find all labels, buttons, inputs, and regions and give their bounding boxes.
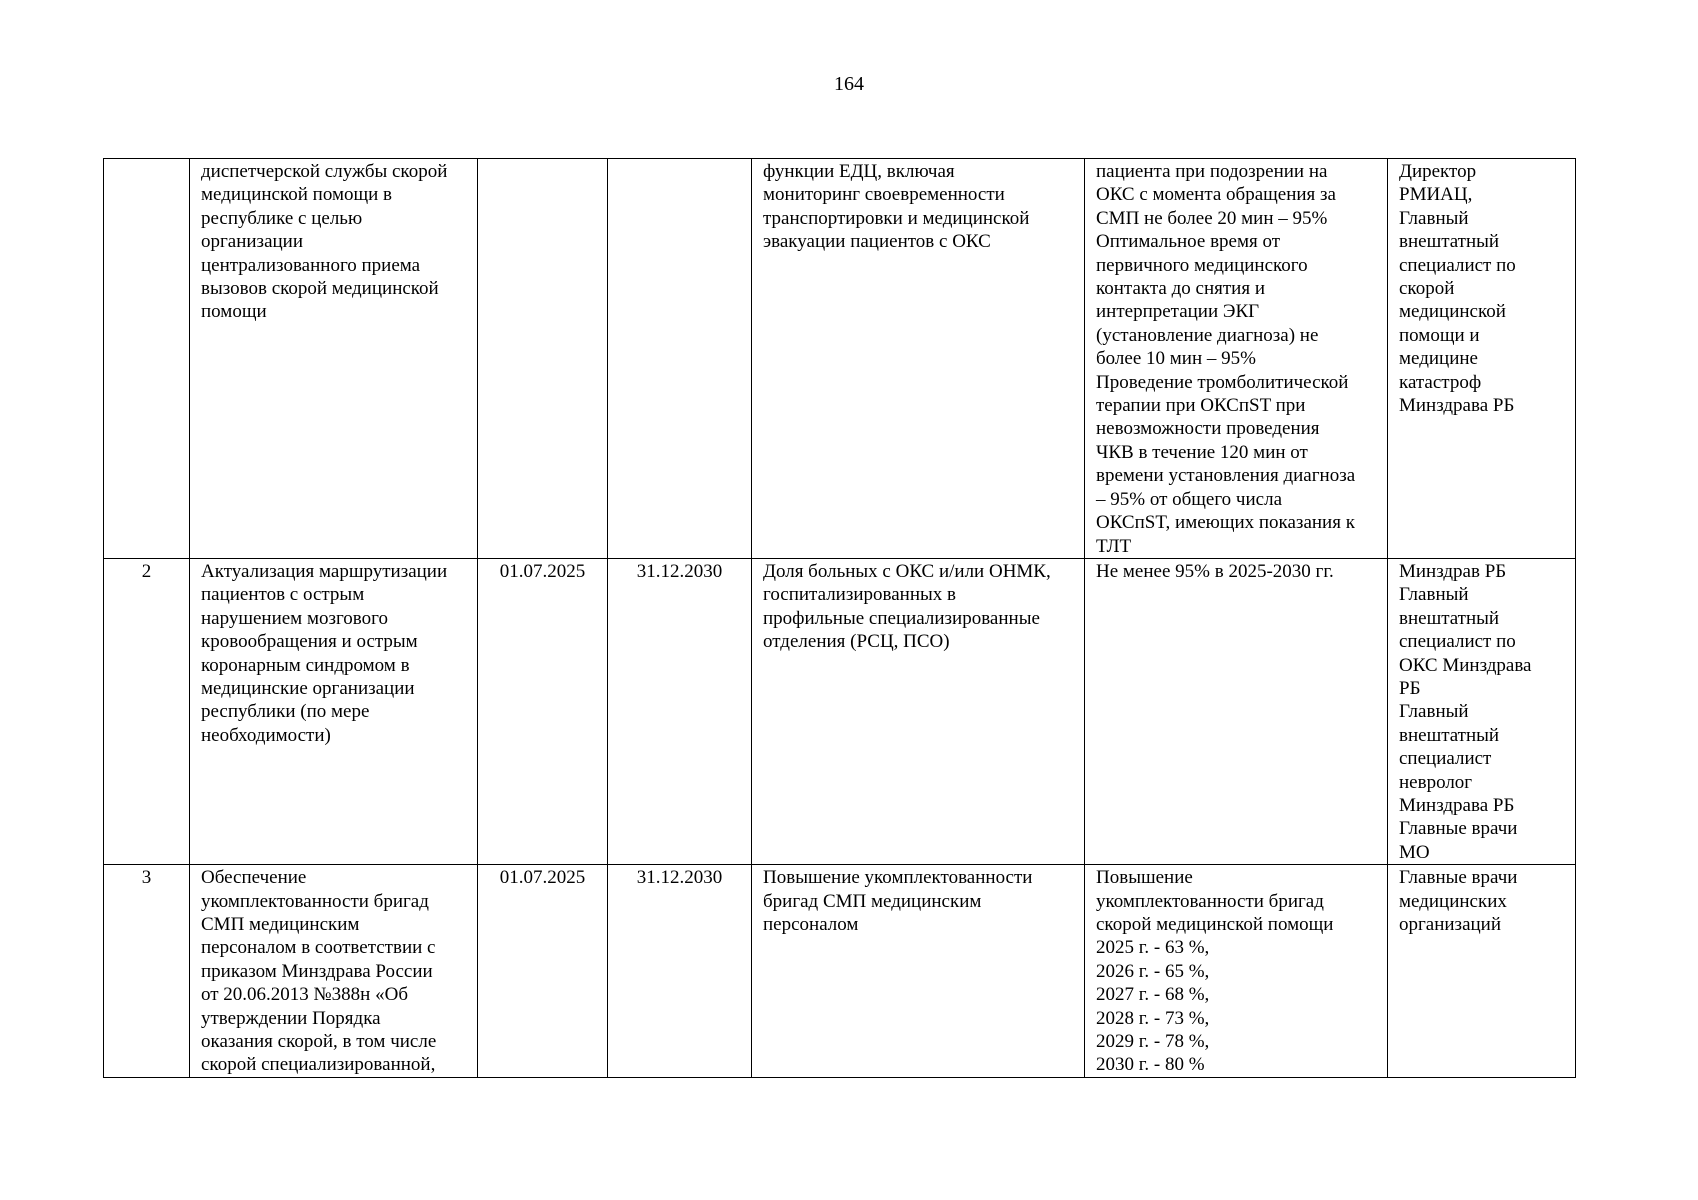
row-number: 3 bbox=[104, 865, 190, 1078]
result-cell: Повышение укомплектованности бригад СМП медицинским персоналом bbox=[752, 865, 1085, 1078]
end-date-cell: 31.12.2030 bbox=[608, 558, 752, 864]
page-number: 164 bbox=[834, 73, 864, 95]
responsible-cell: Директор РМИАЦ, Главный внештатный специалист по скорой медицинской помощи и медицине катастроф Минздрава РБ bbox=[1388, 159, 1576, 559]
row-number: 2 bbox=[104, 558, 190, 864]
table-row bbox=[104, 159, 1576, 559]
indicator-cell: Не менее 95% в 2025-2030 гг. bbox=[1085, 558, 1388, 864]
measure-cell: Обеспечение укомплектованности бригад СМП медицинским персоналом в соответствии с приказом Минздрава России от 20.06.2013 №388н «Об утверждении Порядка оказания скорой, в том числе скорой специализированной, bbox=[190, 865, 478, 1078]
indicator-cell: Повышение укомплектованности бригад скорой медицинской помощи 2025 г. - 63 %, 2026 г. - 65 %, 2027 г. - 68 %, 2028 г. - 73 %, 2029 г. - 78 %, 2030 г. - 80 % bbox=[1085, 865, 1388, 1078]
measure-cell: диспетчерской службы скорой медицинской помощи в республике с целью организации централизованного приема вызовов скорой медицинской помощи bbox=[190, 159, 478, 559]
result-cell: функции ЕДЦ, включая мониторинг своевременности транспортировки и медицинской эвакуации пациентов с ОКС bbox=[752, 159, 1085, 559]
responsible-cell: Минздрав РБ Главный внештатный специалист по ОКС Минздрава РБ Главный внештатный специалист невролог Минздрава РБ Главные врачи МО bbox=[1388, 558, 1576, 864]
table-row bbox=[104, 558, 1576, 864]
indicator-cell: пациента при подозрении на ОКС с момента обращения за СМП не более 20 мин – 95% Оптимальное время от первичного медицинского контакта до снятия и интерпретации ЭКГ (установление диагноза) не более 10 мин – 95% Проведение тромболитической терапии при ОКСпST при невозможности проведения ЧКВ в течение 120 мин от времени установления диагноза – 95% от общего числа ОКСпST, имеющих показания к ТЛТ bbox=[1085, 159, 1388, 559]
end-date-cell: 31.12.2030 bbox=[608, 865, 752, 1078]
start-date-cell: 01.07.2025 bbox=[478, 558, 608, 864]
responsible-cell: Главные врачи медицинских организаций bbox=[1388, 865, 1576, 1078]
result-cell: Доля больных с ОКС и/или ОНМК, госпитализированных в профильные специализированные отделения (РСЦ, ПСО) bbox=[752, 558, 1085, 864]
measures-table bbox=[103, 158, 1576, 1078]
row-number bbox=[104, 159, 190, 559]
start-date-cell bbox=[478, 159, 608, 559]
table-row bbox=[104, 865, 1576, 1078]
end-date-cell bbox=[608, 159, 752, 559]
measure-cell: Актуализация маршрутизации пациентов с острым нарушением мозгового кровообращения и острым коронарным синдромом в медицинские организации республики (по мере необходимости) bbox=[190, 558, 478, 864]
start-date-cell: 01.07.2025 bbox=[478, 865, 608, 1078]
